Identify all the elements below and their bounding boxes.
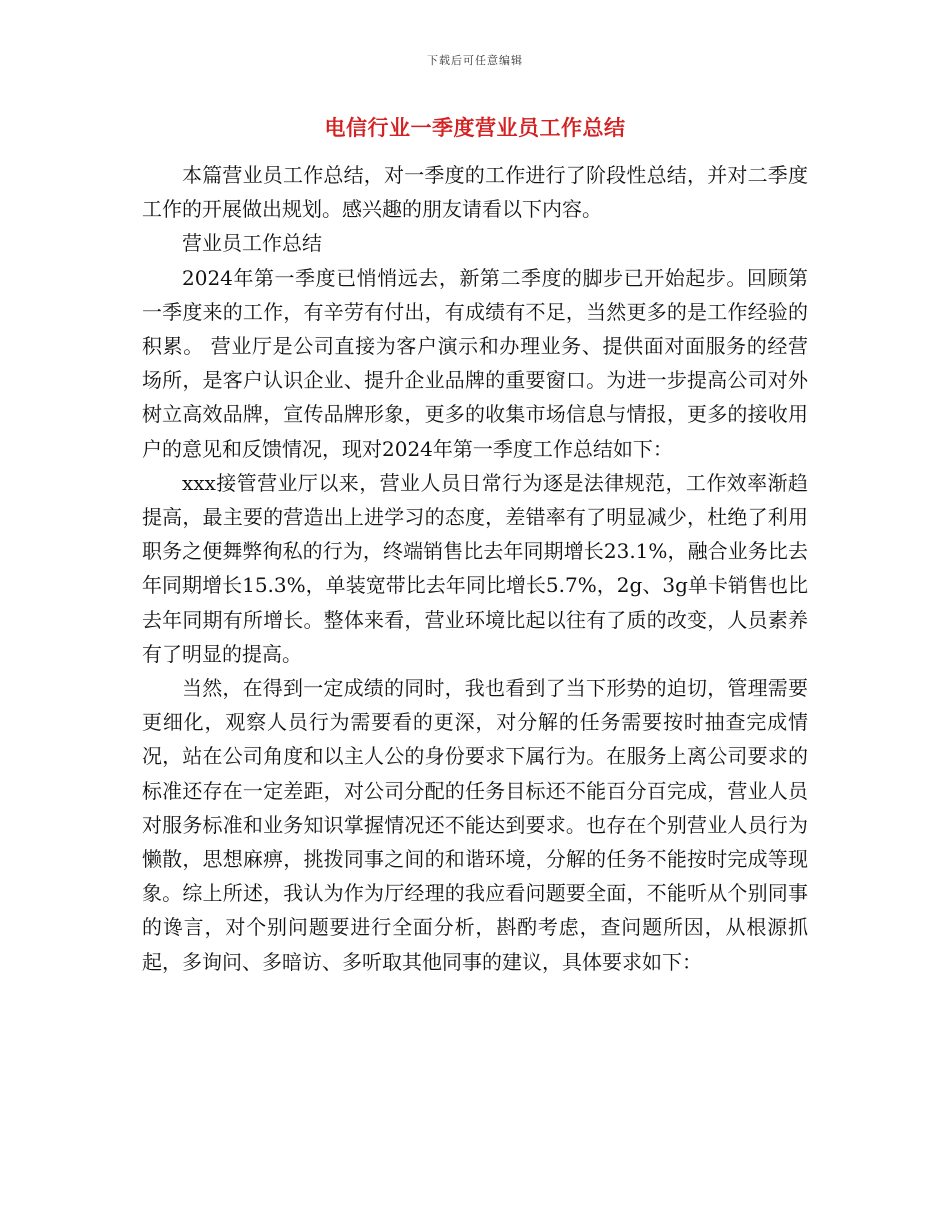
paragraph-results: xxx接管营业厅以来，营业人员日常行为逐是法律规范，工作效率渐趋提高，最主要的营造出上进学习的态度，差错率有了明显减少，杜绝了利用职务之便舞弊徇私的行为，终端销售比去年同期增长23.1%，融合业务比去年同期增长15.3%，单装宽带比去年同比增长5.7%，2g、3g单卡销售也比去年同期有所增长。整体来看，营业环境比起以往有了质的改变，人员素养有了明显的提高。	[142, 470, 808, 666]
paragraph-subheading: 营业员工作总结	[182, 231, 322, 256]
paragraph-overview: 2024年第一季度已悄悄远去，新第二季度的脚步已开始起步。回顾第一季度来的工作，有辛劳有付出，有成绩有不足，当然更多的是工作经验的积累。 营业厅是公司直接为客户演示和办理业务、提供面对面服务的经营场所，是客户认识企业、提升企业品牌的重要窗口。为进一步提高公司对外树立高效品牌，宣传品牌形象，更多的收集市场信息与情报，更多的接收用户的意见和反馈情况，现对2024年第一季度工作总结如下：	[142, 265, 808, 461]
paragraph-intro: 本篇营业员工作总结，对一季度的工作进行了阶段性总结，并对二季度工作的开展做出规划。感兴趣的朋友请看以下内容。	[142, 163, 808, 222]
document-body	[142, 158, 808, 979]
paragraph-issues: 当然，在得到一定成绩的同时，我也看到了当下形势的迫切，管理需要更细化，观察人员行为需要看的更深，对分解的任务需要按时抽查完成情况，站在公司角度和以主人公的身份要求下属行为。在服务上离公司要求的标准还存在一定差距，对公司分配的任务目标还不能百分百完成，营业人员对服务标准和业务知识掌握情况还不能达到要求。也存在个别营业人员行为懒散，思想麻痹，挑拨同事之间的和谐环境，分解的任务不能按时完成等现象。综上所述，我认为作为厅经理的我应看问题要全面，不能听从个别同事的谗言，对个别问题要进行全面分析，斟酌考虑，查问题所因，从根源抓起，多询问、多暗访、多听取其他同事的建议，具体要求如下：	[142, 676, 808, 974]
document-title: 电信行业一季度营业员工作总结	[324, 115, 626, 140]
header-note: 下载后可任意编辑	[427, 54, 523, 67]
